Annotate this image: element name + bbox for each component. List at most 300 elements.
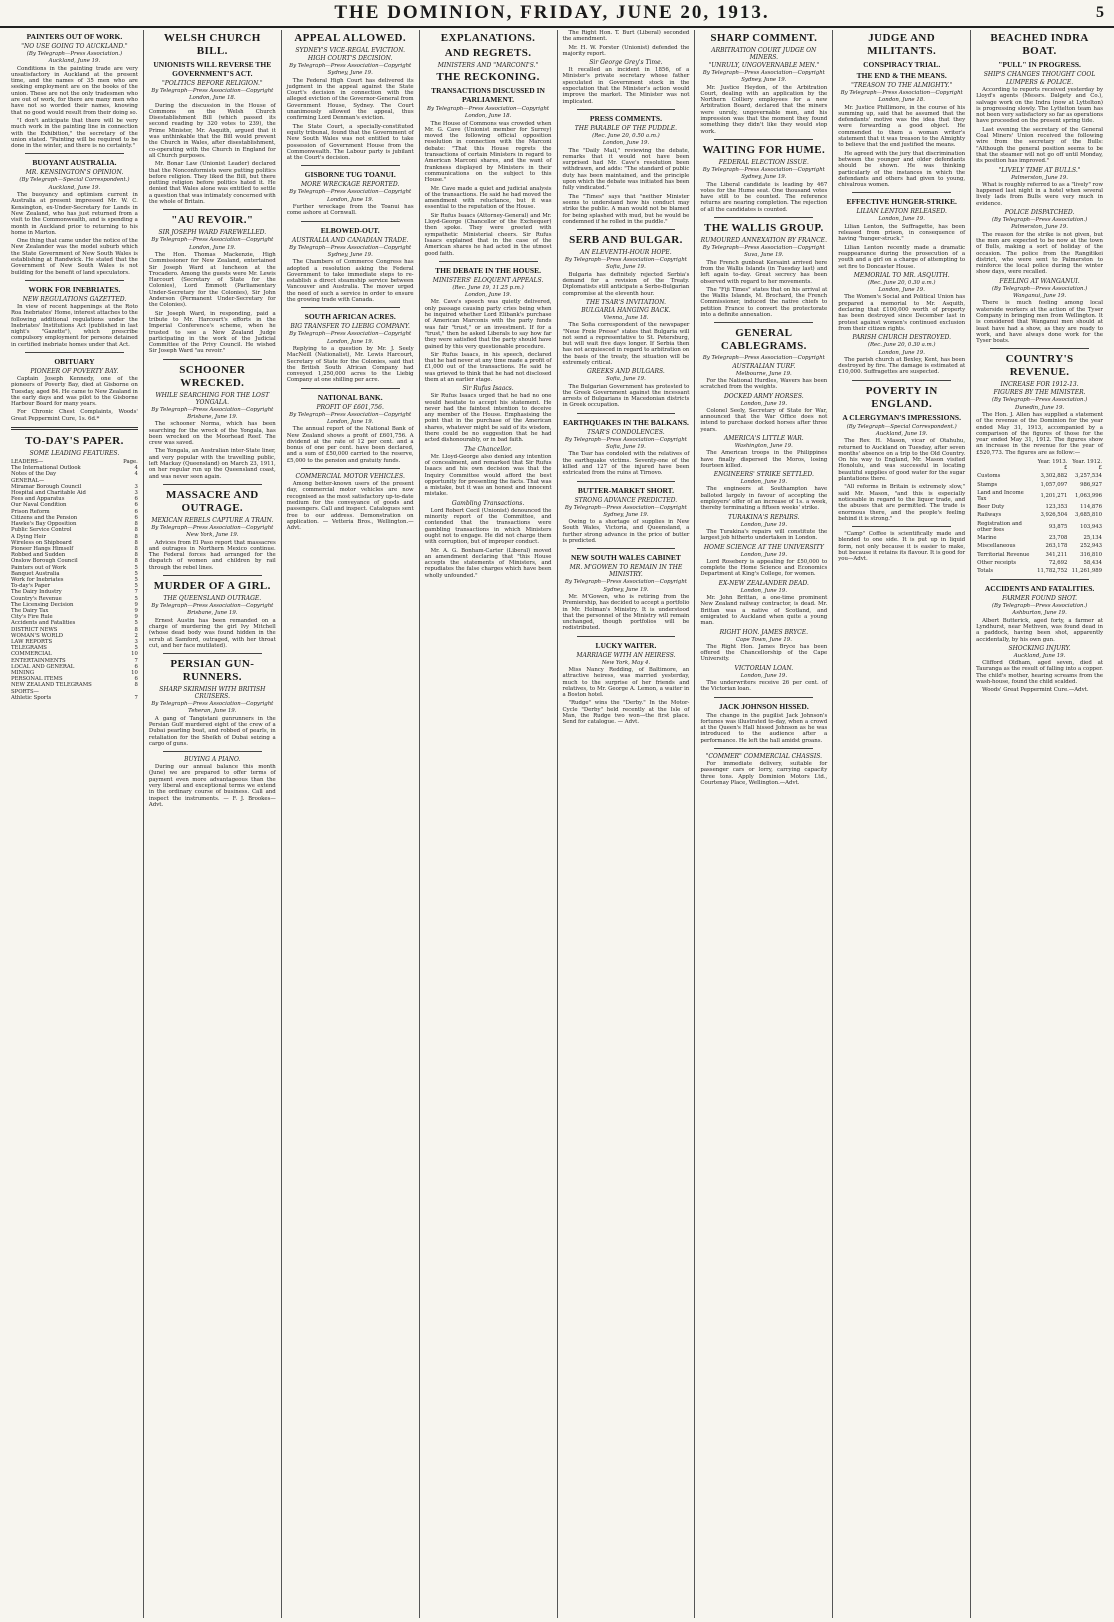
dateline: Sydney, June 19. (741, 174, 787, 181)
contents-page: 5 (134, 595, 138, 602)
contents-page: 5 (134, 564, 138, 571)
subhead: Sir Rufus Isaacs. (462, 385, 514, 393)
subhead: LILIAN LENTON RELEASED. (856, 208, 947, 216)
dateline: Melbourne, June 19. (735, 370, 792, 377)
advertisement: Among better-known users of the present day, commercial motor vehicles are now recognised as the most satisfactory up-to-date medium for the conveyance of goods and passengers. Call and inspect. Catalogues sent free to our address. Demonstration on application. — Vetteria Bros., Wellington.—Advt. (286, 481, 414, 532)
dateline: London, June 19. (740, 587, 788, 594)
headline: SCHOONER WRECKED. (179, 363, 246, 389)
paragraph: The American troops in the Philippines have finally dispersed the Moros, losing fourteen killed. (700, 450, 828, 469)
credit: By Telegraph—Press Association—Copyright (702, 70, 825, 76)
table-cell: 11,782,752 (1037, 567, 1068, 574)
contents-label: Onslow Borough Council (11, 558, 78, 565)
table-row (976, 489, 1103, 503)
paragraph: Mr. John Brittan, a one-time prominent New Zealand railway contractor, is dead. Mr. Brittan was a native of Scotland, and emigrated to Auckland when quite a young man. (700, 595, 828, 627)
paragraph: Albert Butterick, aged forty, a farmer at Lyndhurst, near Methven, was found dead in a paddock, having been shot, apparently accidentally, by his own gun. (976, 617, 1103, 643)
subhead: "NO USE GOING TO AUCKLAND." (21, 43, 128, 50)
dateline: London, June 19. (878, 349, 925, 356)
contents-page: 6 (134, 508, 138, 515)
dateline: Sydney, June 19. (603, 511, 649, 518)
contents-page: 2 (134, 632, 138, 639)
dateline: London, June 19. (464, 292, 512, 299)
paragraph: The Women's Social and Political Union has prepared a memorial to Mr. Asquith, declaring that £100,000 worth of property has been destroyed since December last in protest against women's continued exclusion from their citizen rights. (838, 294, 966, 332)
contents-label: PERSONAL ITEMS (11, 676, 63, 683)
masthead (0, 0, 1114, 28)
table-header-row (976, 458, 1103, 472)
dateline: New York, May 4. (601, 659, 651, 666)
subhead: POLICE DISPATCHED. (1004, 209, 1075, 217)
credit: By Telegraph—Press Association—Copyright (151, 237, 274, 244)
paragraph: The Chambers of Commerce Congress has adopted a resolution asking the Federal Government to take immediate steps to re-establish a direct steamship service between Vancouver and Australia. The mover urged the need of such a service in order to ensure the growing trade with Canada. (286, 259, 414, 304)
subhead: MR. M'GOWEN TO REMAIN IN THE MINISTRY. (569, 564, 683, 579)
paragraph: Mr. Cave's speech was quietly delivered, only passage causing party cries being when he inquired whether Lord Elibank's purchase of American Marconis with the party funds was fair "trust," or an investment. If for a "trust," then he asked Liberals to say how far they were satisfied that the party should have gained by this very questionable procedure. (424, 299, 552, 350)
paragraph: The Yongala, an Australian inter-State liner, and very popular with the travelling public, left Mackay (Queensland) on March 23, 1911, on her regular run up the Queensland coast, and was never seen again. (148, 448, 276, 480)
dateline: London, June 18. (464, 113, 512, 120)
contents-label: Our Naval Condition (11, 502, 67, 509)
paragraph: Replying to a question by Mr. J. Seely MacNeill (Nationalist), Mr. Lewis Harcourt, Secretary of State for the Colonies, said that the British South African Company had conveyed 1,250,000 acres to the Liebig Company at one shilling per acre. (286, 345, 414, 384)
contents-page: 5 (134, 576, 138, 583)
advertisement: For immediate delivery, suitable for passenger cars or lorry, carrying capacity three tons. Apply Dominion Motors Ltd., Courtenay Place, Wellington.—Advt. (700, 761, 828, 786)
paragraph: Mr. Justice Heydon, of the Arbitration Court, dealing with an application by the Northern Colliery employees for a new Arbitration Board, declared that the miners were unruly, ungovernable men, and his impression was that the moment they found something they didn't like they would stop work. (700, 84, 828, 135)
paragraph: The Right Hon. T. Burt (Liberal) seconded the amendment. (562, 30, 690, 43)
headline: GISBORNE TUG TOANUI. (304, 170, 396, 180)
paragraph: The annual report of the National Bank of New Zealand shows a profit of £601,756. A dividend at the rate of 12 per cent. and a bonus of one per cent. have been declared, and a sum of £50,000 carried to the reserve, £5,000 to the pension and gratuity funds. (286, 426, 414, 464)
paragraph: The State Court, a specially-constituted equity tribunal, found that the Government of New South Wales was not entitled to take possession of Government House from the Commonwealth. The Labour party is jubilant at the Court's decision. (286, 123, 414, 162)
paragraph: Lilian Lenton, the Suffragette, has been released from prison, in consequence of having "hunger-struck." (838, 223, 966, 243)
credit: (By Telegraph—Special Correspondent.) (846, 423, 957, 430)
credit: (By Telegraph—Press Association.) (991, 285, 1088, 292)
subhead: "TREASON TO THE ALMIGHTY." (851, 82, 953, 89)
subhead: MINISTERS' ELOQUENT APPEALS. (432, 276, 544, 284)
contents-label: City's Fire Rule (11, 614, 53, 621)
contents-label: TELEGRAMS (11, 645, 47, 652)
credit: By Telegraph—Press Association—Copyright (289, 411, 412, 418)
headline: THE DEBATE IN THE HOUSE. (435, 265, 541, 275)
paragraph: He agreed with the jury that discrimination between the younger and older defendants should be shown. He was thinking particularly of the instances in which the defendants and others had given to young, chivalrous women. (838, 150, 966, 189)
contents-label: COMMERCIAL (11, 651, 52, 658)
paragraph: Clifford Oldham, aged seven, died at Tauranga as the result of falling into a copper. The child's mother, hearing screams from the wash-house, found the child scalded. (976, 660, 1103, 686)
subhead: PROFIT OF £601,756. (316, 403, 384, 411)
table-cell: 316,810 (1080, 551, 1102, 558)
subhead: COMMERCIAL MOTOR VEHICLES. (295, 473, 405, 481)
subhead: BULGARIA HANGING BACK. (581, 306, 671, 314)
paragraph: The change in the pugilist Jack Johnson's fortunes was illustrated to-day, when a crowd at the Queen's Hall hissed Johnson as he was introduced to the audience after a performance. He left the hall amidst groans. (700, 712, 828, 744)
credit: By Telegraph—Press Association—Copyright (289, 244, 412, 251)
table-cell: 93,875 (1048, 523, 1068, 530)
credit: By Telegraph—Press Association—Copyright (564, 504, 687, 511)
paragraph: Mr. Cave made a quiet and judicial analysis of the transactions. He said he had moved the amendment with reluctance, but it was essential to the reputation of the House. (424, 185, 552, 211)
credit: (By Telegraph—Press Association.) (991, 397, 1088, 404)
contents-label: Painters out of Work (11, 564, 67, 571)
table-cell: 72,692 (1048, 559, 1068, 566)
dateline: Auckland, June 19. (48, 58, 101, 65)
paragraph: The parish church at Bexley, Kent, has been destroyed by fire. The damage is estimated at £10,000. Suffragettes are suspected. (838, 356, 966, 376)
subhead: MR. KENSINGTON'S OPINION. (25, 169, 124, 177)
paragraph: A gang of Tangistani gunrunners in the Persian Gulf murdered eight of the crew of a Dubai pearling boat, and robbed of pearls, in retaliation for the Sheikh of Dubai seizing a cargo of guns. (148, 715, 276, 747)
headline: MURDER OF A GIRL. (153, 580, 271, 593)
dateline: London, June 19. (326, 418, 374, 425)
subhead: Sir George Grey's Time. (589, 59, 663, 67)
paragraph: According to reports received yesterday by Lloyd's agents (Messrs. Dalgety and Co.), salvage work on the Indra (now at Lyttelton) is progressing slowly. The Lyttelton team has not been very satisfactory so far as operations have proceeded on the present spring tide. (976, 87, 1103, 125)
subhead: BUYING A PIANO. (184, 756, 241, 764)
dateline: Ashburton, June 19. (1012, 610, 1067, 617)
contents-label: The Dairy Industry (11, 589, 62, 596)
contents-label: LEADERS— (11, 459, 44, 466)
contents-page: 8 (134, 626, 138, 633)
contents-page: 6 (134, 676, 138, 683)
contents-page: 5 (134, 620, 138, 627)
subhead: UNIONISTS WILL REVERSE THE GOVERNMENT'S ACT. (153, 60, 272, 78)
contents-label: Accidents and Fatalities (11, 620, 76, 627)
paragraph: Mr. Justice Phillimore, in the course of his summing up, said that he assumed that the defendants' motive was the idea that they were forwarding a good object. He commended to them a woman writer's statement that it was treason to the Almighty to believe that the end justified the means. (838, 104, 966, 149)
credit: By Telegraph—Press Association—Copyright (840, 90, 963, 96)
table-cell: Registration and other fees (977, 520, 1022, 533)
contents-page: 3 (134, 483, 138, 490)
credit: (Rec. June 20, 0.30 a.m.) (867, 279, 936, 286)
contents-page: 8 (134, 521, 138, 528)
table-row (976, 520, 1103, 534)
dateline: London, June 19. (740, 672, 788, 679)
table-cell: Totals (977, 567, 994, 574)
headline: THE RECKONING. (436, 71, 540, 83)
table-header: Year. 1912. £ (1072, 459, 1102, 472)
contents-page: 3 (134, 490, 138, 497)
table-cell: Marine (977, 535, 997, 542)
contents-page: 5 (134, 570, 138, 577)
paragraph: Lord Rosebery is appealing for £50,000 to complete the Home Science and Economics Department at King's College, for women. (700, 558, 828, 578)
credit: (By Telegraph—Press Association.) (26, 51, 123, 57)
subhead: TSAR'S CONDOLENCES. (587, 428, 665, 436)
subhead: "PULL" IN PROGRESS. (998, 60, 1081, 69)
table-cell: 986,927 (1080, 481, 1102, 488)
subhead: DOCKED ARMY HORSES. (723, 392, 804, 400)
subhead: PIONEER OF POVERTY BAY. (30, 367, 119, 375)
paragraph: Sir Rufus Isaacs urged that he had no one would hesitate to accept his statement. He never had the faintest intention to deceive any member of the House. Emphasising the point that in the purchase of the American shares, whatever might be said of its wisdom, there could be no suggestion that he had acted dishonourably, or in bad faith. (424, 393, 552, 444)
paragraph: The Sofia correspondent of the newspaper "Neue Freie Presse" states that Bulgaria will not send a representative to St. Petersburg, but will wait five days longer. If Serbia then has not acquiesced in regard to arbitration on the basis of the treaty, the situation will be extremely critical. (562, 322, 690, 366)
contents-label: Fees and Apparatus (11, 496, 65, 503)
headline: LUCKY WAITER. (595, 640, 657, 650)
subhead: AUSTRALIA AND CANADIAN TRADE. (291, 236, 409, 244)
contents-page: 8 (134, 539, 138, 546)
subhead: STRONG ADVANCE PREDICTED. (574, 496, 678, 504)
contents-label: SPORTS— (11, 688, 39, 695)
subhead: FEDERAL ELECTION ISSUE. (718, 158, 809, 166)
table-cell: 3,257,534 (1075, 473, 1102, 480)
dateline: Sydney, June 19. (741, 77, 787, 84)
subhead: LUMPERS & POLICE. (1005, 79, 1074, 86)
paragraph: What is roughly referred to as a "lively" row happened last night in a hotel when several lively lads from Bulls were very much in evidence. (976, 181, 1103, 207)
paragraph: Last evening the secretary of the General Coal Miners' Union received the following wire from the secretary of the Bulls: "Although the general position seems to be that the steamer will not go off until Monday, its position has improved." (976, 126, 1103, 165)
dateline: Dunedin, June 19. (1015, 404, 1065, 411)
contents-label: The Licensing Decision (11, 601, 74, 608)
dateline: Sofia, June 19. (606, 444, 646, 451)
contents-page: 8 (134, 545, 138, 552)
contents-page: 8 (134, 527, 138, 534)
paragraph: Mr. A. G. Bonham-Carter (Liberal) moved an amendment declaring that "this House accepts the statements of Ministers, and repudiates the false charges which have been wholly unfounded." (424, 547, 552, 579)
headline: PAINTERS OUT OF WORK. (26, 32, 123, 41)
headline: WAITING FOR HUME. (702, 143, 826, 156)
dateline: New York, June 19. (186, 532, 239, 539)
paragraph: "All reforms in Britain is extremely slow," said Mr. Mason, "and this is especially noticeable in regard to the liquor trade, and the abuses that are permitted. The trade is enormous there, and the people's feeling behind it is strong." (838, 484, 966, 522)
table-row (976, 534, 1103, 542)
subhead: HOME SCIENCE AT THE UNIVERSITY (703, 543, 824, 551)
headline: BUOYANT AUSTRALIA. (32, 158, 117, 168)
headline: JACK JOHNSON HISSED. (718, 701, 809, 711)
table-cell: 1,201,271 (1040, 492, 1068, 499)
column-6 (695, 30, 833, 1618)
credit: (By Telegraph—Press Association.) (991, 217, 1088, 224)
contents-page: Page. (123, 459, 138, 466)
table-cell: Railways (977, 512, 1002, 519)
paragraph: The reason for the strike is not given, but the men are expected to be now at the town of Bulls, making a sort of holiday of the occasion. The police from the Rangitikei district, who were sent to Palmerston to reinforce the local police during the winter show days, were recalled. (976, 231, 1103, 276)
dateline: London, June 19. (740, 400, 788, 407)
credit: By Telegraph—Press Association—Copyright (151, 406, 274, 413)
subhead: VICTORIAN LOAN. (734, 664, 794, 672)
table-cell: 123,353 (1045, 504, 1068, 511)
paragraph: The Bulgarian Government has protested to the Greek Government against the incessant arrests of Bulgarians in Macedonian districts in Greek occupation. (562, 383, 690, 409)
headline: AND REGRETS. (444, 47, 532, 59)
subhead: GREEKS AND BULGARS. (587, 368, 665, 376)
paragraph: Lord Robert Cecil (Unionist) denounced the minority report of the Committee, and contended that the transactions were gambling transactions in which Ministers ought not to engage. He did not charge them with corruption, but of improper conduct. (424, 507, 552, 546)
paragraph: The French gunboat Kersaint arrived here from the Wallis Islands (in Tuesday last) and left again to-day. Great secrecy has been observed with regard to her movements. (700, 259, 828, 285)
dateline: London, June 19. (326, 338, 374, 345)
paragraph: Miss Nancy Redding, of Baltimore, an attractive heiress, was married yesterday, much to the surprise of her friends and relatives, to Mr. George A. Lemon, a waiter in a Boston hotel. (562, 667, 690, 699)
paragraph: Mr. H. W. Forster (Unionist) defended the majority report. (562, 44, 690, 57)
table-row (976, 542, 1103, 550)
dateline: Palmerston, June 19. (1011, 224, 1068, 231)
credit: By Telegraph—Press Association—Copyright (289, 63, 412, 69)
dateline: London, June 19. (189, 244, 236, 251)
subhead: MARRIAGE WITH AN HEIRESS. (576, 651, 676, 659)
contents-page: 8 (134, 558, 138, 565)
subhead: THE END & THE MEANS. (856, 71, 947, 80)
headline: EARTHQUAKES IN THE BALKANS. (562, 417, 689, 427)
subhead: THE PARABLE OF THE PUDDLE. (574, 124, 678, 132)
paragraph: In view of recent happenings at the Roto Roa Inebriates' Home, interest attaches to the following additional regulations under the Inebriates' Institutions Act (published in last night's "Gazette"), which prescribe compulsory employment for persons detained in certified inebriate homes under that Act. (11, 303, 138, 348)
subhead: AMERICA'S LITTLE WAR. (723, 434, 804, 442)
paragraph: Sir Joseph Ward, in responding, paid a tribute to Mr. Harcourt's efforts in the Imperial Conference's scheme, when he trusted to see a New Zealand Judge participating in the work of the Judicial Committee of the Privy Council. He wished Sir Joseph Ward "au revoir." (148, 310, 276, 355)
headline: OBITUARY (54, 356, 95, 366)
subhead: HIGH COURT'S DECISION. (307, 55, 393, 62)
column-4 (420, 30, 558, 1618)
paragraph: The Liberal candidate is leading by 467 votes for the Hume seat. One thousand votes have still to be counted. The reference returns are nearing completion. The rejection of all the candidates is counted. (700, 181, 828, 213)
credit: By Telegraph—Press Association—Copyright (289, 189, 412, 196)
paragraph: One thing that came under the notice of the New Zealander was the model suburb which the State Government of New South Wales is establishing at Randwick. He stated that the Government of New South Wales is not building for the benefit of land speculators. (11, 238, 138, 276)
credit: By Telegraph—Press Association—Copyright (564, 257, 687, 264)
table-cell: 103,943 (1080, 523, 1102, 530)
dateline: London, June 18. (189, 95, 236, 102)
paragraph: The schooner Norma, which has been searching for the wreck of the Yongala, has been wrecked on the Moorhead Reef. The crew was saved. (148, 421, 276, 447)
table-row (976, 481, 1103, 489)
dateline: London, June 19. (878, 216, 925, 223)
dateline: London, June 18. (878, 97, 925, 104)
paragraph: There is much feeling among local waterside workers at the action of the Tyser Company in bringing men from Wellington. It is considered that Wanganui men should at least have had a show, as they are ready to work, and have always done work for the Tyser boats. (976, 300, 1103, 345)
headline: PRESS COMMENTS. (589, 113, 662, 123)
dateline: Teheran, June 19. (188, 708, 237, 715)
paragraph: The "Times" says that "neither Minister seems to understand how his conduct may strike the public. A man would not be blamed for being splashed with mud, but he would be condemned if he rolled in the puddle." (562, 193, 690, 225)
headline: MASSACRE AND OUTRAGE. (166, 488, 259, 514)
contents-label: ENTERTAINMENTS (11, 657, 66, 664)
headline: EXPLANATIONS. (440, 32, 536, 44)
dateline: Sydney, June 19. (327, 70, 373, 77)
contents-label: Wireless on Shipboard (11, 539, 72, 546)
paragraph: Mr. M'Gowen, who is retiring from the Premiership, has decided to accept a portfolio in Mr. Holman's Ministry. It is understood that the personnel of the Ministry will remain unchanged, though portfolios will be redistributed. (562, 593, 690, 632)
credit: (Rec. June 20, 0.50 a.m.) (592, 132, 660, 139)
paragraph: Sir Rufus Isaacs, in his speech, declared that he had never at any time made a profit of £1,000 out of the transactions. He said he was grieved to think that he had not disclosed them at an earlier stage. (424, 351, 552, 383)
contents-label: Work for Inebriates (11, 576, 64, 583)
paragraph: The buoyancy and optimism current in Australia at present impressed Mr. W. C. Kensington, ex-Under-Secretary for Lands in New Zealand, who has just returned from a visit to the Commonwealth, and is spending a month in Auckland prior to returning to his home in Marton. (11, 192, 138, 236)
subhead: INCREASE FOR 1912-13. (1000, 381, 1079, 389)
dateline: Vienna, June 18. (603, 314, 649, 321)
dateline: Sofia, June 19. (606, 264, 646, 271)
dateline: London, June 19. (740, 551, 788, 558)
contents-label: MINING (11, 669, 35, 676)
headline: SERB AND BULGAR. (569, 234, 683, 247)
subhead: The Chancellor. (464, 445, 512, 453)
column-7 (833, 30, 971, 1618)
subhead: AN ELEVENTH-HOUR HOPE. (580, 249, 672, 257)
contents-label: The Dairy Tax (11, 607, 49, 614)
contents-label: LOCAL AND GENERAL (11, 663, 75, 670)
advertisement: Woods' Great Peppermint Cure.—Advt. (982, 687, 1089, 694)
credit: (Rec. June 19, 11.25 p.m.) (452, 284, 524, 291)
advertisement: "Rudge" wins the "Derby." In the Motor-Cycle "Derby" held recently at the Isle of Man, the Rudge two won—the first place. Send for catalogue. — Advt. (562, 700, 690, 726)
headline: "AU REVOIR." (171, 214, 254, 227)
headline: WELSH CHURCH BILL. (163, 32, 261, 57)
dateline: Sydney, June 19. (603, 586, 649, 593)
subhead: RIGHT HON. JAMES BRYCE. (719, 628, 809, 636)
table-cell: Land and Income Tax (977, 489, 1024, 503)
subhead: THE QUEENSLAND OUTRAGE. (163, 595, 262, 603)
contents-page: 8 (134, 533, 138, 540)
dateline: Washington, June 19. (734, 442, 793, 449)
headline: COUNTRY'S REVENUE. (1005, 353, 1074, 379)
contents-label: To-day's Paper (11, 583, 51, 590)
table-row (976, 551, 1103, 559)
contents-label: Country's Revenue (11, 595, 62, 602)
contents-label: Public Service Control (11, 527, 72, 534)
contents-page: 10 (131, 669, 138, 676)
table-cell: 25,134 (1083, 535, 1102, 542)
paragraph: The Federal High Court has delivered its judgment in the appeal against the State Court's decision in connection with the alleged eviction of the Governor-General from Government House, Sydney. The Court unanimously allowed the appeal, thus confirming Lord Denman's eviction. (286, 77, 414, 122)
subhead: SYDNEY'S VICE-REGAL EVICTION. (295, 47, 405, 54)
paragraph: Lilian Lenton recently made a dramatic reappearance during the prosecution of a youth and a girl on a charge of attempting to set fire to Doncaster House. (838, 244, 966, 270)
subhead: SOME LEADING FEATURES. (29, 450, 120, 458)
contents-row (11, 695, 138, 701)
contents-page: 5 (134, 583, 138, 590)
paragraph: The Right Hon. James Bryce has been offered the Chancellorship of the Cape University. (700, 643, 828, 663)
contents-label: Banquet Australia (11, 570, 60, 577)
credit: By Telegraph—Press Association—Copyright (702, 355, 825, 362)
headline: JUDGE AND MILITANTS. (867, 32, 937, 57)
subhead: MORE WRECKAGE REPORTED. (301, 181, 400, 189)
table-header: Year. 1913. £ (1037, 459, 1068, 472)
credit: By Telegraph—Press Association—Copyright (702, 166, 825, 173)
subhead: TURAKINA'S REPAIRS. (728, 513, 800, 521)
subhead: NEW REGULATIONS GAZETTED. (22, 295, 127, 303)
headline: SHARP COMMENT. (710, 32, 818, 44)
page-number: 5 (1096, 4, 1104, 21)
paragraph: During the discussion in the House of Commons on the Welsh Church Disestablishment Bill (which passed its second reading by 320 votes to 239), the Prime Minister, Mr. Asquith, argued that it was unthinkable that the Bill would prevent the Church in Wales, after disestablishment, co-operating with the Church in England for all Church purposes. (148, 102, 276, 159)
paragraph: Ernest Austin has been remanded on a charge of murdering the girl Ivy Mitchell (whose dead body was found hidden in the scrub at Samford, outraged, with her throat cut, and her face mutilated). (148, 617, 276, 649)
credit: By Telegraph—Press Association—Copyright (564, 436, 687, 443)
table-cell: 3,302,882 (1040, 473, 1068, 480)
table-row (976, 511, 1103, 519)
table-cell: 114,876 (1080, 504, 1102, 511)
contents-label: NEW ZEALAND TELEGRAMS (11, 682, 92, 689)
advertisement: "Camp" Coffee is scientifically made and blended to one side. It is put up in liquid form, not only because it is easier to make, but because it retains its flavour. It is good for you—Advt. (838, 531, 966, 563)
paragraph: The underwriters receive 26 per cent. of the Victorian loan. (700, 680, 828, 693)
credit: By Telegraph—Press Association—Copyright (289, 331, 412, 338)
contents-page: 4 (134, 471, 138, 478)
contents-page: 3 (134, 638, 138, 645)
subhead: CONSPIRACY TRIAL. (863, 60, 941, 69)
contents-label: Pioneer Hangs Himself (11, 545, 74, 552)
subhead: "UNRULY, UNGOVERNABLE MEN." (708, 62, 820, 69)
credit: By Telegraph—Press Association—Copyright (702, 245, 825, 252)
subhead: MEXICAN REBELS CAPTURE A TRAIN. (151, 516, 274, 524)
table-cell: 3,926,504 (1040, 512, 1068, 519)
contents-label: WOMAN'S WORLD (11, 632, 63, 639)
contents-label: A Dying Heir (11, 533, 46, 540)
contents-page: 8 (134, 552, 138, 559)
contents-page: 9 (134, 614, 138, 621)
dateline: Cape Town, June 19. (735, 636, 792, 643)
headline: GENERAL CABLEGRAMS. (720, 327, 807, 353)
subhead: RUMOURED ANNEXATION BY FRANCE. (700, 237, 827, 245)
dateline: Palmerston, June 19. (1011, 174, 1068, 181)
paragraph: Bulgaria has definitely rejected Serbia's demand for a revision of the Treaty. Diplomatists still anticipate a Serbo-Bulgarian compromise at the eleventh hour. (562, 271, 690, 297)
dateline: Sofia, June 19. (606, 376, 646, 383)
contents-label: Notes of the Day (11, 471, 57, 478)
credit: (By Telegraph—Special Correspondent.) (19, 177, 130, 184)
subhead: TRANSACTIONS DISCUSSED IN PARLIAMENT. (431, 86, 545, 104)
paragraph: "I don't anticipate that there will be very much work in the painting line in connection with the Exhibition," the secretary of the union stated. "Painting will be required to be done in the winter, and there is no certainty." (11, 117, 138, 150)
table-cell: 1,057,097 (1040, 481, 1068, 488)
table-cell: 252,943 (1080, 543, 1102, 550)
column-8 (971, 30, 1108, 1618)
credit: By Telegraph—Press Association—Copyright (151, 524, 274, 531)
column-3 (282, 30, 420, 1618)
contents-page: 8 (134, 682, 138, 689)
headline: BUTTER-MARKET SHORT. (577, 485, 675, 495)
contents-label: Miramar Borough Council (11, 483, 82, 490)
headline: BEACHED INDRA BOAT. (990, 32, 1089, 57)
column-5 (558, 30, 696, 1618)
dateline: Brisbane, June 19. (187, 413, 238, 420)
contents-label: DISTRICT NEWS (11, 626, 58, 633)
headline: EFFECTIVE HUNGER-STRIKE. (846, 197, 957, 207)
contents-page: 7 (134, 589, 138, 596)
paragraph: The engineers at Southampton have balloted largely in favour of accepting the employers' offer of an increase of 1s. a week, thereby terminating a fifteen weeks' strike. (700, 486, 828, 512)
subhead: THE TSAR'S INVITATION. (585, 298, 667, 306)
paragraph: For the National Hurdles, Wavers has been scratched from the weights. (700, 377, 828, 391)
table-cell: Other receipts (977, 559, 1017, 566)
subhead: AUSTRALIAN TURF. (732, 362, 796, 370)
paragraph: Conditions in the painting trade are very unsatisfactory in Auckland at the present time, and the names of 35 men who are seeking employment are on the books of the union. These are not the only tradesmen who are out of work, for there are many men who have not so worded their names, knowing that no good would result from their doing so. (11, 65, 138, 116)
table-cell: 3,685,810 (1075, 512, 1102, 519)
contents-label: GENERAL— (11, 477, 45, 484)
contents-label: Prison Reform (11, 508, 50, 515)
subhead: SHARP SKIRMISH WITH BRITISH CRUISERS. (159, 686, 266, 701)
subhead: MINISTERS AND "MARCONI'S." (437, 62, 539, 69)
subhead: FIGURES BY THE MINISTER. (993, 389, 1086, 397)
headline: APPEAL ALLOWED. (294, 32, 407, 44)
subhead: EX-NEW ZEALANDER DEAD. (718, 579, 809, 587)
dateline: Sydney, June 19. (327, 251, 373, 258)
subhead: SHIP'S CHANGES THOUGHT COOL (983, 71, 1096, 78)
dateline: London, June 19. (326, 196, 374, 203)
subhead: ENGINEERS' STRIKE SETTLED. (713, 471, 814, 479)
